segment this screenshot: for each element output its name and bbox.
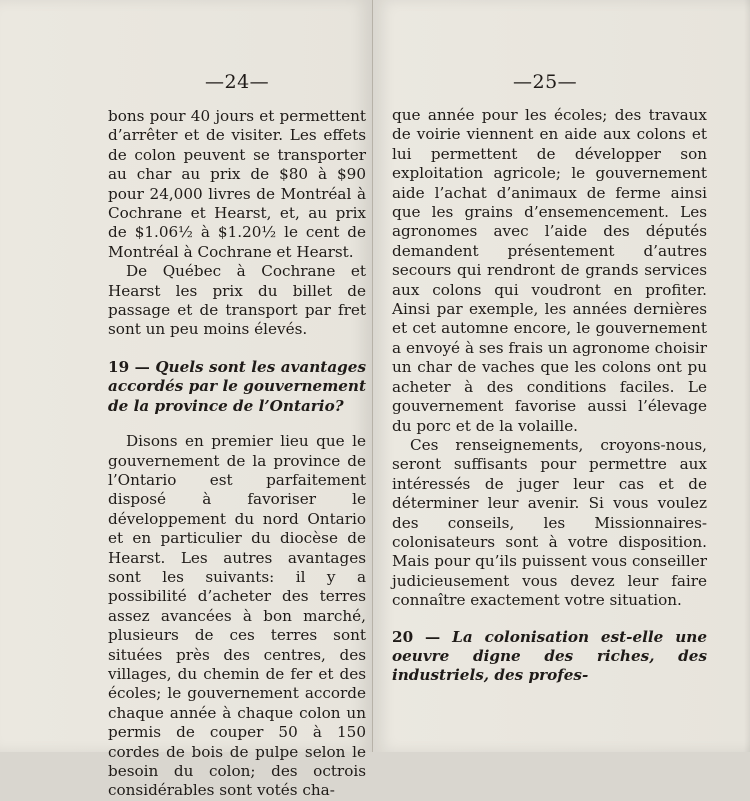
- question-19-number: 19 —: [108, 357, 156, 376]
- right-page-text: [392, 106, 707, 686]
- spacer: [392, 611, 707, 628]
- left-page: [0, 0, 373, 800]
- left-paragraph-1: bons pour 40 jours et permettent d’arrêter et de visiter. Les effets de colon peuvent se transporter au char au prix de $80 à $90 pour 24,000 livres de Montréal à Cochrane et Hearst, et, au prix de $1.06½ à $1.20½ le cent de Montréal à Cochrane et Hearst.: [108, 107, 366, 261]
- left-page-text: [108, 107, 366, 801]
- page-number-left: —24—: [205, 71, 270, 93]
- question-19: [108, 358, 366, 416]
- spacer: [108, 416, 366, 432]
- left-paragraph-3: Disons en premier lieu que le gouvernement de la province de l’Ontario est parfaitement disposé à favoriser le développement du nord Ontario et en particulier du diocèse de Hearst. Les autres avantages sont les suivants: il y a possibilité d’acheter des terres assez avancées à bon marché, plusieurs de ces terres sont situées près des centres, des villages, du chemin de fer et des écoles; le gouvernement accorde chaque année à chaque colon un permis de couper 50 à 150 cordes de bois de pulpe selon le besoin du colon; des octrois considérables sont votés cha-: [108, 432, 366, 800]
- right-page: [373, 0, 750, 752]
- question-20-text: La colonisation est-elle une oeuvre digne des riches, des industriels, des profes-: [392, 627, 707, 685]
- page-number-right: —25—: [513, 71, 578, 93]
- question-19-text: Quels sont les avantages accordés par le gouvernement de la province de l’Ontario?: [108, 357, 366, 415]
- right-paragraph-1: que année pour les écoles; des travaux de voirie viennent en aide aux colons et lui permettent de développer son exploitation agricole; le gouvernement aide l’achat d’animaux de ferme ainsi que les grains d’ensemencement. Les agronomes avec l’aide des députés demandent présentement d’autres secours qui rendront de grands services aux colons qui voudront en profiter. Ainsi par exemple, les années dernières et cet automne encore, le gouvernement a envoyé à ses frais un agronome choisir un char de vaches que les colons ont pu acheter à des conditions faciles. Le gouvernement favorise aussi l’élevage du porc et de la volaille.: [392, 106, 707, 435]
- question-20: [392, 628, 707, 686]
- right-paragraph-2: Ces renseignements, croyons-nous, seront suffisants pour permettre aux intéressés de juger leur cas et de déterminer leur avenir. Si vous voulez des conseils, les Missionnaires-colonisateurs sont à votre disposition. Mais pour qu’ils puissent vous conseiller judicieusement vous devez leur faire connaître exactement votre situation.: [392, 435, 707, 610]
- left-paragraph-2: De Québec à Cochrane et Hearst les prix du billet de passage et de transport par fret sont un peu moins élevés.: [108, 262, 366, 339]
- spacer: [108, 340, 366, 358]
- question-20-number: 20 —: [392, 627, 453, 646]
